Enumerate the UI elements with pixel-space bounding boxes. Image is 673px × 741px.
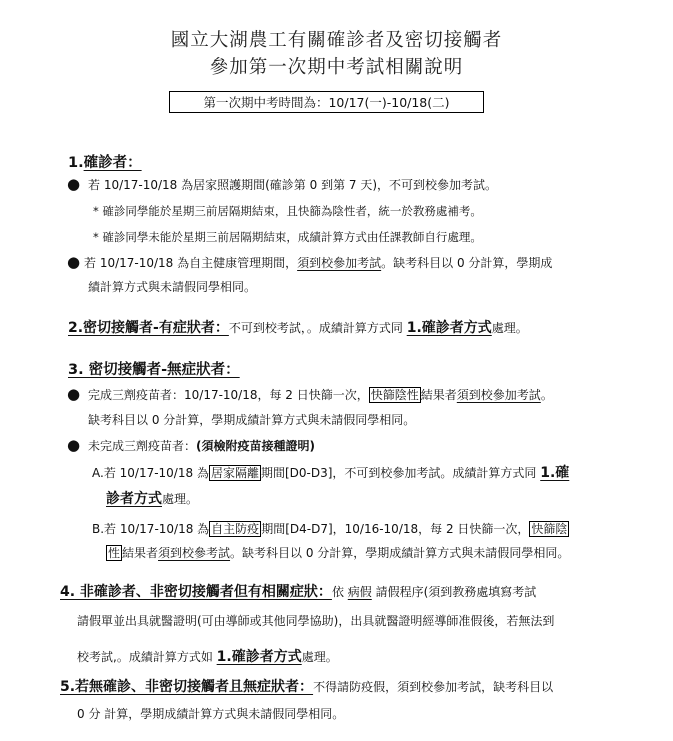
section-2-heading: 2.密切接觸者-有症狀者： xyxy=(68,320,229,336)
text-span: A.若 10/17-10/18 為 xyxy=(92,466,209,480)
text-span: 。 xyxy=(540,388,553,402)
section-1-heading xyxy=(68,151,142,172)
rapid-test-negative-box: 快篩陰 xyxy=(531,522,568,536)
sec3-bullet-1-cont: 缺考科目以 0 分計算，學期成績計算方式與未請假同學相同。 xyxy=(88,413,416,427)
bullet-icon: ● xyxy=(67,175,81,193)
sec3-bullet-2 xyxy=(88,437,315,455)
bullet-icon: ● xyxy=(67,385,81,403)
sec3-item-A-cont xyxy=(106,490,198,508)
must-attend-text: 須到校參加考試 xyxy=(456,388,541,402)
text-span: 若 10/17-10/18 為自主健康管理期間， xyxy=(84,256,298,270)
home-isolation-box: 居家隔離 xyxy=(210,466,259,480)
sec3-item-B xyxy=(92,520,569,538)
sick-leave-text: 病假 xyxy=(347,585,372,599)
rapid-test-negative-box: 快篩陰性 xyxy=(370,388,419,402)
must-attend-text: 須到校參考試 xyxy=(158,546,231,560)
section-4-heading: 4. 非確診者、非密切接觸者但有相關症狀： xyxy=(60,584,332,600)
sec4-line-3 xyxy=(77,648,338,666)
document-title-line2: 參加第一次期中考試相關說明 xyxy=(209,57,464,78)
text-span: 期間[D0-D3]，不可到校參加考試。成績計算方式同 xyxy=(260,466,541,480)
text-span: 完成三劑疫苗者：10/17-10/18，每 2 日快篩一次， xyxy=(88,388,369,402)
text-span: 未完成三劑疫苗者： xyxy=(88,439,197,453)
section-3-title: 3. 密切接觸者-無症狀者： xyxy=(68,362,240,378)
ref-confirmed-method: 1.確診者方式 xyxy=(216,649,302,665)
text-span: 處理。 xyxy=(491,321,528,335)
text-span: 期間[D4-D7]，10/16-10/18，每 2 日快篩一次， xyxy=(261,522,530,536)
text-span: 結果者 xyxy=(420,388,457,402)
ref-confirmed-method: 診者方式 xyxy=(106,491,162,507)
text-span: 不可到校考試，。成績計算方式同 xyxy=(228,321,407,335)
sec1-note-1: * 確診同學能於星期三前居隔期結束，且快篩為陰性者，統一於教務處補考。 xyxy=(93,204,482,218)
must-attend-text: 須到校參加考試 xyxy=(297,256,382,270)
text-span: 。缺考科目以 0 分計算，學期成 xyxy=(381,256,553,270)
sec3-item-A xyxy=(92,464,569,482)
sec1-bullet-1: 若 10/17-10/18 為居家照護期間(確診第 0 到第 7 天)，不可到校參加考試。 xyxy=(88,178,498,192)
text-span: 請假程序(須到教務處填寫考試 xyxy=(371,585,537,599)
text-span: 。缺考科目以 0 分計算，學期成績計算方式與未請假同學相同。 xyxy=(230,546,570,560)
document-title-line1: 國立大湖農工有關確診者及密切接觸者 xyxy=(170,30,503,51)
text-span: B.若 10/17-10/18 為 xyxy=(92,522,210,536)
text-span: 結果者 xyxy=(122,546,159,560)
text-span: 處理。 xyxy=(301,650,338,664)
rapid-test-negative-box: 性 xyxy=(108,546,121,560)
section-4 xyxy=(60,582,536,602)
section-5 xyxy=(60,677,553,697)
section-5-heading: 5.若無確診、非密切接觸者且無症狀者： xyxy=(60,679,314,695)
sec5-line-2: 0 分 計算，學期成績計算方式與未請假同學相同。 xyxy=(77,707,345,721)
section-3-heading xyxy=(68,358,240,379)
sec3-bullet-1 xyxy=(88,386,553,404)
vaccine-proof-note: (須檢附疫苗接種證明) xyxy=(196,439,315,453)
ref-confirmed-method: 1.確診者方式 xyxy=(406,320,492,336)
text-span: 校考試,。成績計算方式如 xyxy=(77,650,217,664)
section-2 xyxy=(68,318,528,338)
section-1-number: 1. xyxy=(68,155,84,171)
ref-confirmed-method: 1.確 xyxy=(540,465,570,481)
bullet-icon: ● xyxy=(67,436,81,454)
text-span: 不得請防疫假，須到校參加考試，缺考科目以 xyxy=(313,680,554,694)
section-1-title: 確診者： xyxy=(83,155,142,171)
self-prevention-box: 自主防疫 xyxy=(211,522,260,536)
sec1-bullet-2 xyxy=(84,254,552,272)
exam-time-box: 第一次期中考時間為：10/17(一)-10/18(二) xyxy=(169,91,484,113)
sec4-line-2: 請假單並出具就醫證明(可由導師或其他同學協助)，出具就醫證明經導師准假後，若無法到 xyxy=(77,614,555,628)
text-span: 依 xyxy=(331,585,348,599)
sec1-bullet-2-cont: 績計算方式與未請假同學相同。 xyxy=(88,280,257,294)
sec3-item-B-cont xyxy=(106,544,569,562)
text-span: 處理。 xyxy=(162,492,199,506)
sec1-note-2: * 確診同學未能於星期三前居隔期結束，成績計算方式由任課教師自行處理。 xyxy=(93,230,482,244)
bullet-icon: ● xyxy=(67,253,81,271)
